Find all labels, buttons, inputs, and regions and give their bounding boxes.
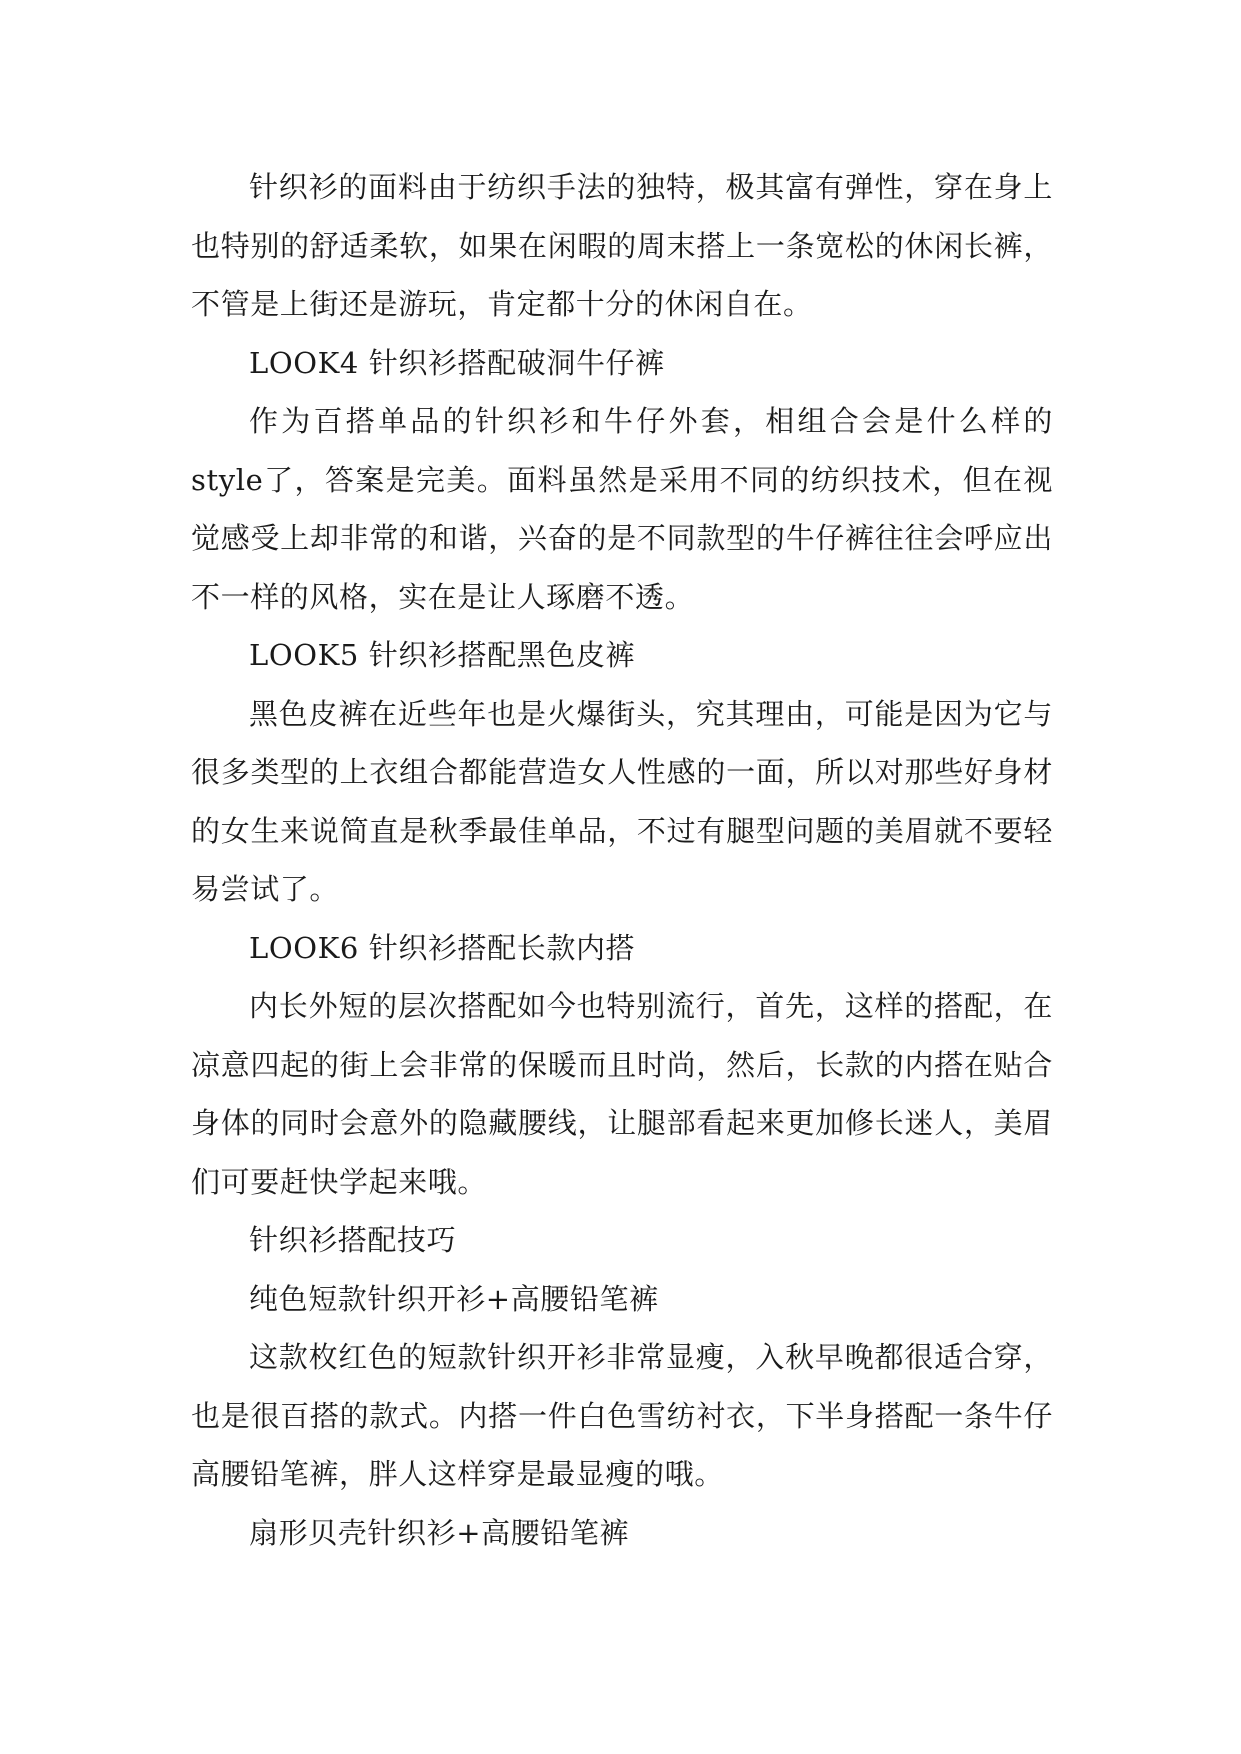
heading-look6: LOOK6 针织衫搭配长款内搭 bbox=[249, 930, 636, 965]
heading-look4: LOOK4 针织衫搭配破洞牛仔裤 bbox=[249, 345, 665, 380]
paragraph-look6: 内长外短的层次搭配如今也特别流行，首先，这样的搭配，在凉意四起的街上会非常的保暖而且时尚，然后，长款的内搭在贴合身体的同时会意外的隐藏腰线，让腿部看起来更加修长迷人，美眉们可要赶快学起来哦。 bbox=[191, 989, 1053, 1199]
document-body bbox=[191, 158, 1053, 1562]
heading-look5: LOOK5 针织衫搭配黑色皮裤 bbox=[249, 638, 636, 672]
heading-solid-cardigan: 纯色短款针织开衫+高腰铅笔裤 bbox=[249, 1281, 659, 1316]
heading-tips: 针织衫搭配技巧 bbox=[249, 1223, 457, 1257]
paragraph-solid-cardigan: 这款枚红色的短款针织开衫非常显瘦，入秋早晚都很适合穿，也是很百搭的款式。内搭一件白色雪纺衬衣，下半身搭配一条牛仔高腰铅笔裤，胖人这样穿是最显瘦的哦。 bbox=[191, 1340, 1053, 1491]
heading-shell-knit: 扇形贝壳针织衫+高腰铅笔裤 bbox=[249, 1515, 630, 1550]
paragraph-look4: 作为百搭单品的针织衫和牛仔外套，相组合会是什么样的style了，答案是完美。面料虽然是采用不同的纺织技术，但在视觉感受上却非常的和谐，兴奋的是不同款型的牛仔裤往往会呼应出不一样的风格，实在是让人琢磨不透。 bbox=[191, 404, 1053, 614]
paragraph-look5: 黑色皮裤在近些年也是火爆街头，究其理由，可能是因为它与很多类型的上衣组合都能营造女人性感的一面，所以对那些好身材的女生来说简直是秋季最佳单品，不过有腿型问题的美眉就不要轻易尝试了。 bbox=[191, 696, 1053, 906]
paragraph-knit-comfort: 针织衫的面料由于纺织手法的独特，极其富有弹性，穿在身上也特别的舒适柔软，如果在闲暇的周末搭上一条宽松的休闲长裤，不管是上街还是游玩，肯定都十分的休闲自在。 bbox=[191, 170, 1053, 321]
